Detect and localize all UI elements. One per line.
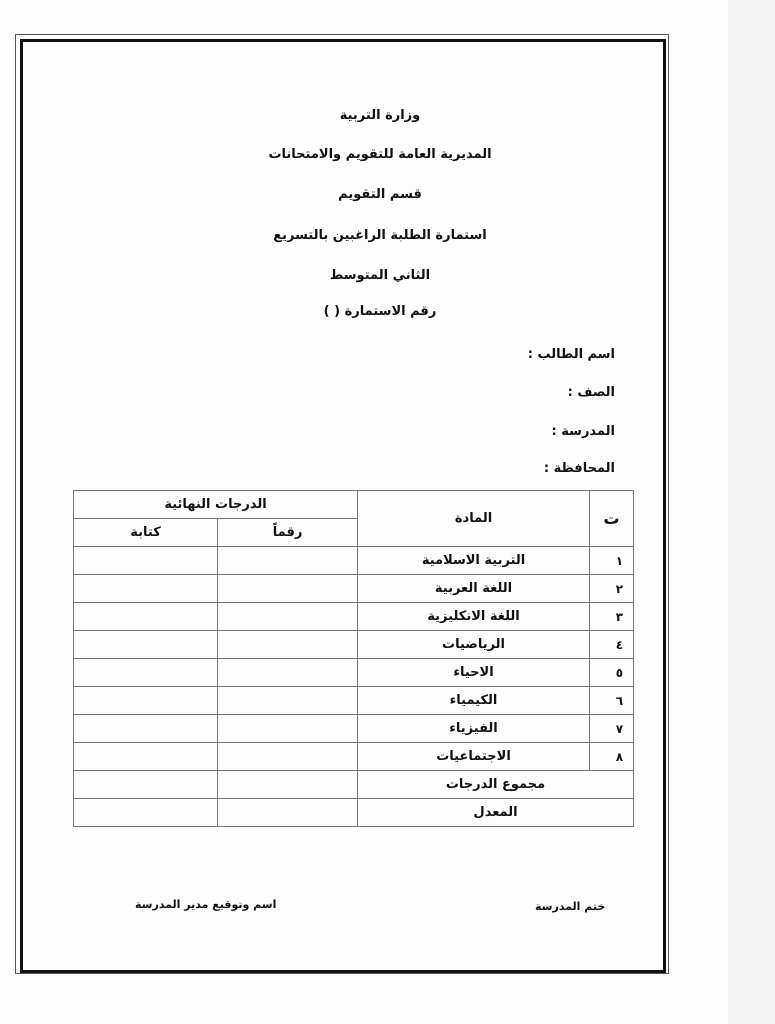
grade-level: الثاني المتوسط bbox=[329, 268, 431, 283]
table-row bbox=[74, 743, 634, 771]
row-index: ٧ bbox=[590, 715, 634, 743]
row-index: ٦ bbox=[590, 687, 634, 715]
total-label: مجموع الدرجات bbox=[358, 771, 634, 799]
written-grade-cell[interactable] bbox=[74, 575, 218, 603]
form-title: استمارة الطلبة الراغبين بالتسريع bbox=[273, 228, 487, 243]
written-grade-cell[interactable] bbox=[74, 547, 218, 575]
written-grade-cell[interactable] bbox=[74, 687, 218, 715]
table-header-row bbox=[74, 491, 634, 519]
row-subject: الاجتماعيات bbox=[358, 743, 590, 771]
numeric-grade-cell[interactable] bbox=[218, 743, 358, 771]
header-numeric: رقماً bbox=[218, 519, 358, 547]
principal-signature-label: اسم وتوقيع مدير المدرسة bbox=[135, 898, 277, 911]
row-subject: الكيمياء bbox=[358, 687, 590, 715]
row-index: ٨ bbox=[590, 743, 634, 771]
numeric-grade-cell[interactable] bbox=[218, 575, 358, 603]
written-grade-cell[interactable] bbox=[74, 631, 218, 659]
directorate-title: المديرية العامة للتقويم والامتحانات bbox=[268, 147, 492, 162]
row-index: ٣ bbox=[590, 603, 634, 631]
average-written-cell[interactable] bbox=[74, 799, 218, 827]
written-grade-cell[interactable] bbox=[74, 659, 218, 687]
row-subject: الفيزياء bbox=[358, 715, 590, 743]
scan-margin bbox=[728, 0, 775, 1024]
table-row bbox=[74, 659, 634, 687]
row-subject: الاحياء bbox=[358, 659, 590, 687]
numeric-grade-cell[interactable] bbox=[218, 715, 358, 743]
total-written-cell[interactable] bbox=[74, 771, 218, 799]
school-stamp-label: ختم المدرسة bbox=[535, 900, 606, 913]
ministry-title: وزارة التربية bbox=[339, 108, 421, 123]
header-written: كتابة bbox=[74, 519, 218, 547]
form-number: رقم الاستمارة ( ) bbox=[323, 304, 437, 319]
table-row bbox=[74, 603, 634, 631]
table-row bbox=[74, 631, 634, 659]
row-subject: التربية الاسلامية bbox=[358, 547, 590, 575]
row-index: ١ bbox=[590, 547, 634, 575]
written-grade-cell[interactable] bbox=[74, 715, 218, 743]
header-subject: المادة bbox=[358, 491, 590, 547]
school-field[interactable]: المدرسة : bbox=[551, 424, 615, 439]
average-numeric-cell[interactable] bbox=[218, 799, 358, 827]
table-row bbox=[74, 547, 634, 575]
row-subject: اللغة العربية bbox=[358, 575, 590, 603]
table-row bbox=[74, 575, 634, 603]
total-row bbox=[74, 771, 634, 799]
written-grade-cell[interactable] bbox=[74, 603, 218, 631]
total-numeric-cell[interactable] bbox=[218, 771, 358, 799]
student-name-field[interactable]: اسم الطالب : bbox=[527, 347, 615, 362]
numeric-grade-cell[interactable] bbox=[218, 603, 358, 631]
row-subject: الرياضيات bbox=[358, 631, 590, 659]
average-row bbox=[74, 799, 634, 827]
row-index: ٤ bbox=[590, 631, 634, 659]
table-row bbox=[74, 687, 634, 715]
table-row bbox=[74, 715, 634, 743]
numeric-grade-cell[interactable] bbox=[218, 687, 358, 715]
governorate-field[interactable]: المحافظة : bbox=[543, 461, 615, 476]
header-index: ت bbox=[590, 491, 634, 547]
numeric-grade-cell[interactable] bbox=[218, 631, 358, 659]
average-label: المعدل bbox=[358, 799, 634, 827]
row-index: ٥ bbox=[590, 659, 634, 687]
row-index: ٢ bbox=[590, 575, 634, 603]
class-field[interactable]: الصف : bbox=[567, 385, 615, 400]
numeric-grade-cell[interactable] bbox=[218, 547, 358, 575]
header-final-grades: الدرجات النهائية bbox=[74, 491, 358, 519]
grades-table bbox=[73, 490, 634, 827]
numeric-grade-cell[interactable] bbox=[218, 659, 358, 687]
written-grade-cell[interactable] bbox=[74, 743, 218, 771]
department-title: قسم التقويم bbox=[338, 187, 422, 202]
row-subject: اللغة الانكليزية bbox=[358, 603, 590, 631]
